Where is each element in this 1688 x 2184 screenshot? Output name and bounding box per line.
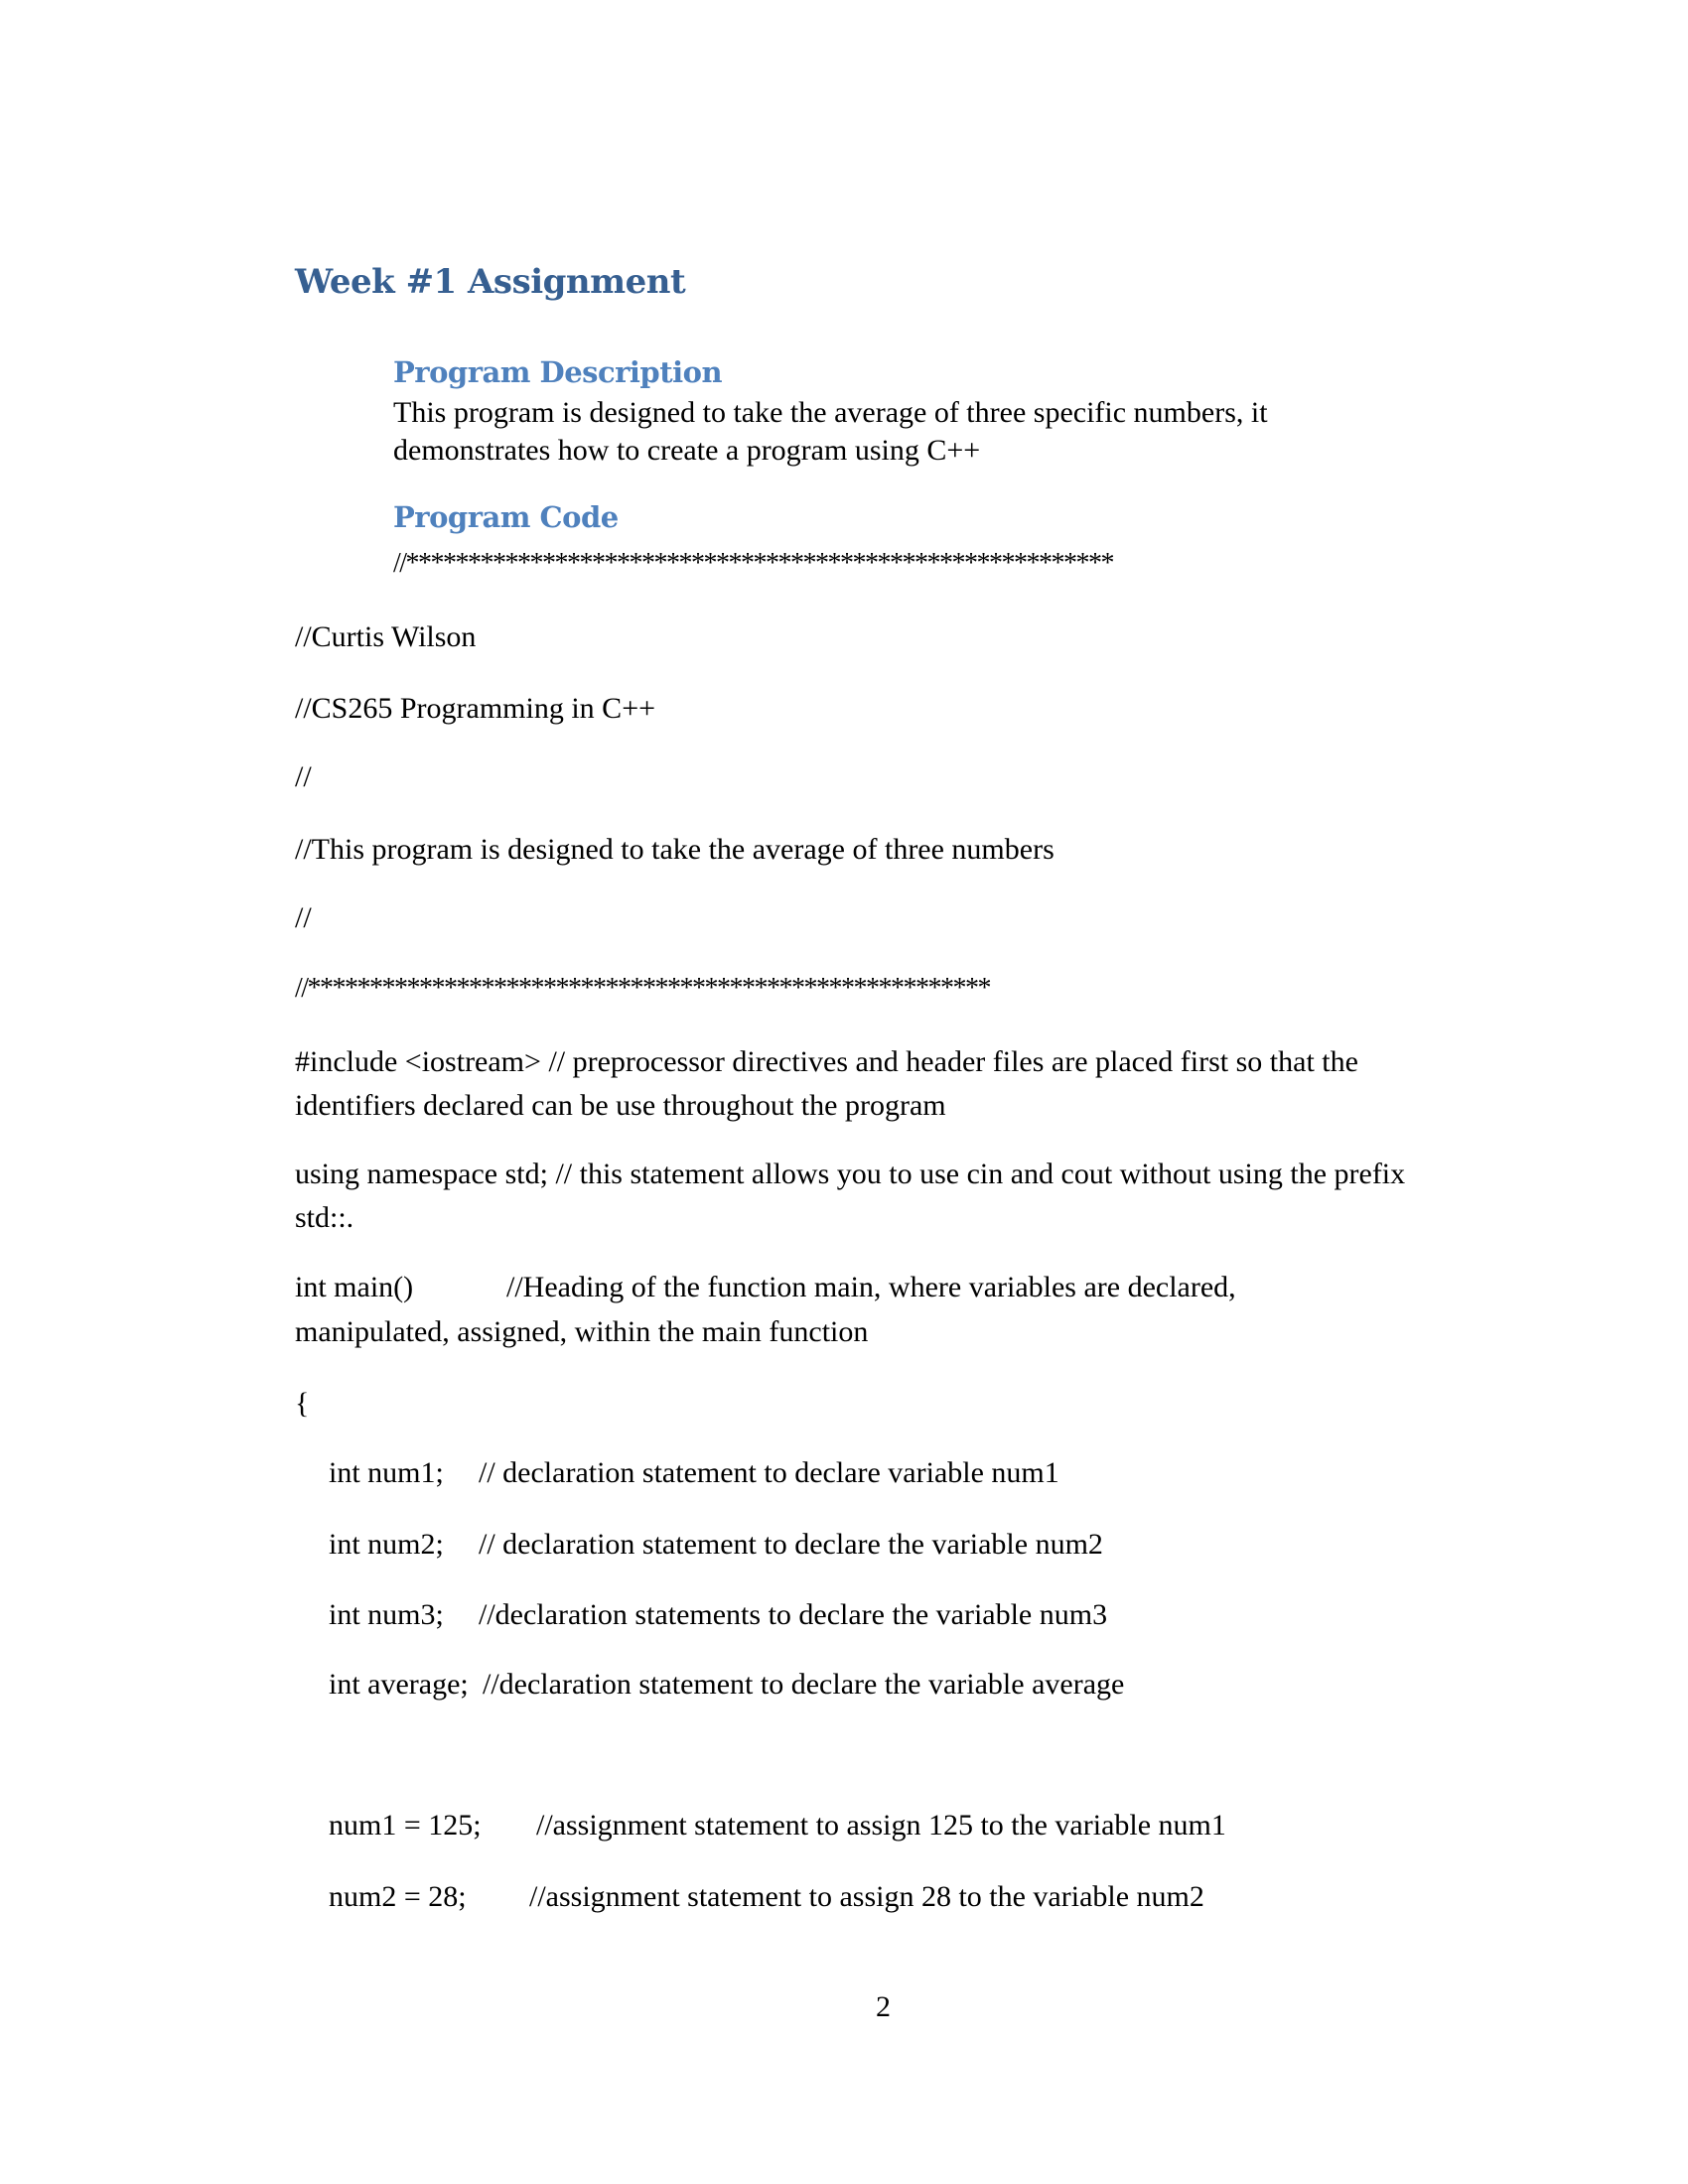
code-statement: num1 = 125; [329, 1809, 482, 1842]
code-line: // [295, 901, 312, 934]
code-comment: manipulated, assigned, within the main function [295, 1315, 869, 1348]
separator-line: //******************************************************* [295, 973, 991, 1004]
code-comment: // declaration statement to declare the variable num2 [479, 1528, 1103, 1561]
code-comment: //declaration statement to declare the variable average [483, 1668, 1125, 1701]
page-title: Week #1 Assignment [295, 262, 686, 302]
code-statement: int average; [329, 1668, 469, 1701]
program-code-heading: Program Code [393, 500, 619, 534]
code-comment: //declaration statements to declare the variable num3 [479, 1598, 1108, 1631]
code-comment: // declaration statement to declare variable num1 [479, 1456, 1059, 1489]
code-line: // [295, 760, 312, 793]
code-line: int main() [295, 1271, 414, 1303]
code-line: #include <iostream> // preprocessor directives and header files are placed first so that the identifiers declared can be use throughout the program [295, 1045, 1358, 1122]
code-line: //Curtis Wilson [295, 620, 477, 653]
program-description-text: This program is designed to take the average of three specific numbers, it demonstrates how to create a program using C++ [393, 396, 1268, 467]
code-line: using namespace std; // this statement allows you to use cin and cout without using the prefix std::. [295, 1158, 1406, 1234]
code-comment: //assignment statement to assign 28 to the variable num2 [529, 1880, 1204, 1913]
separator-line: //********************************************************* [393, 548, 1114, 579]
code-statement: int num1; [329, 1456, 444, 1489]
code-statement: int num2; [329, 1528, 444, 1561]
code-line: { [295, 1387, 310, 1420]
code-line: //This program is designed to take the average of three numbers [295, 833, 1055, 866]
code-line: //CS265 Programming in C++ [295, 692, 656, 725]
program-description-heading: Program Description [393, 355, 723, 389]
code-comment: //Heading of the function main, where variables are declared, [506, 1271, 1236, 1303]
code-statement: int num3; [329, 1598, 444, 1631]
page-number: 2 [876, 1990, 891, 2023]
code-statement: num2 = 28; [329, 1880, 467, 1913]
code-comment: //assignment statement to assign 125 to the variable num1 [536, 1809, 1226, 1842]
